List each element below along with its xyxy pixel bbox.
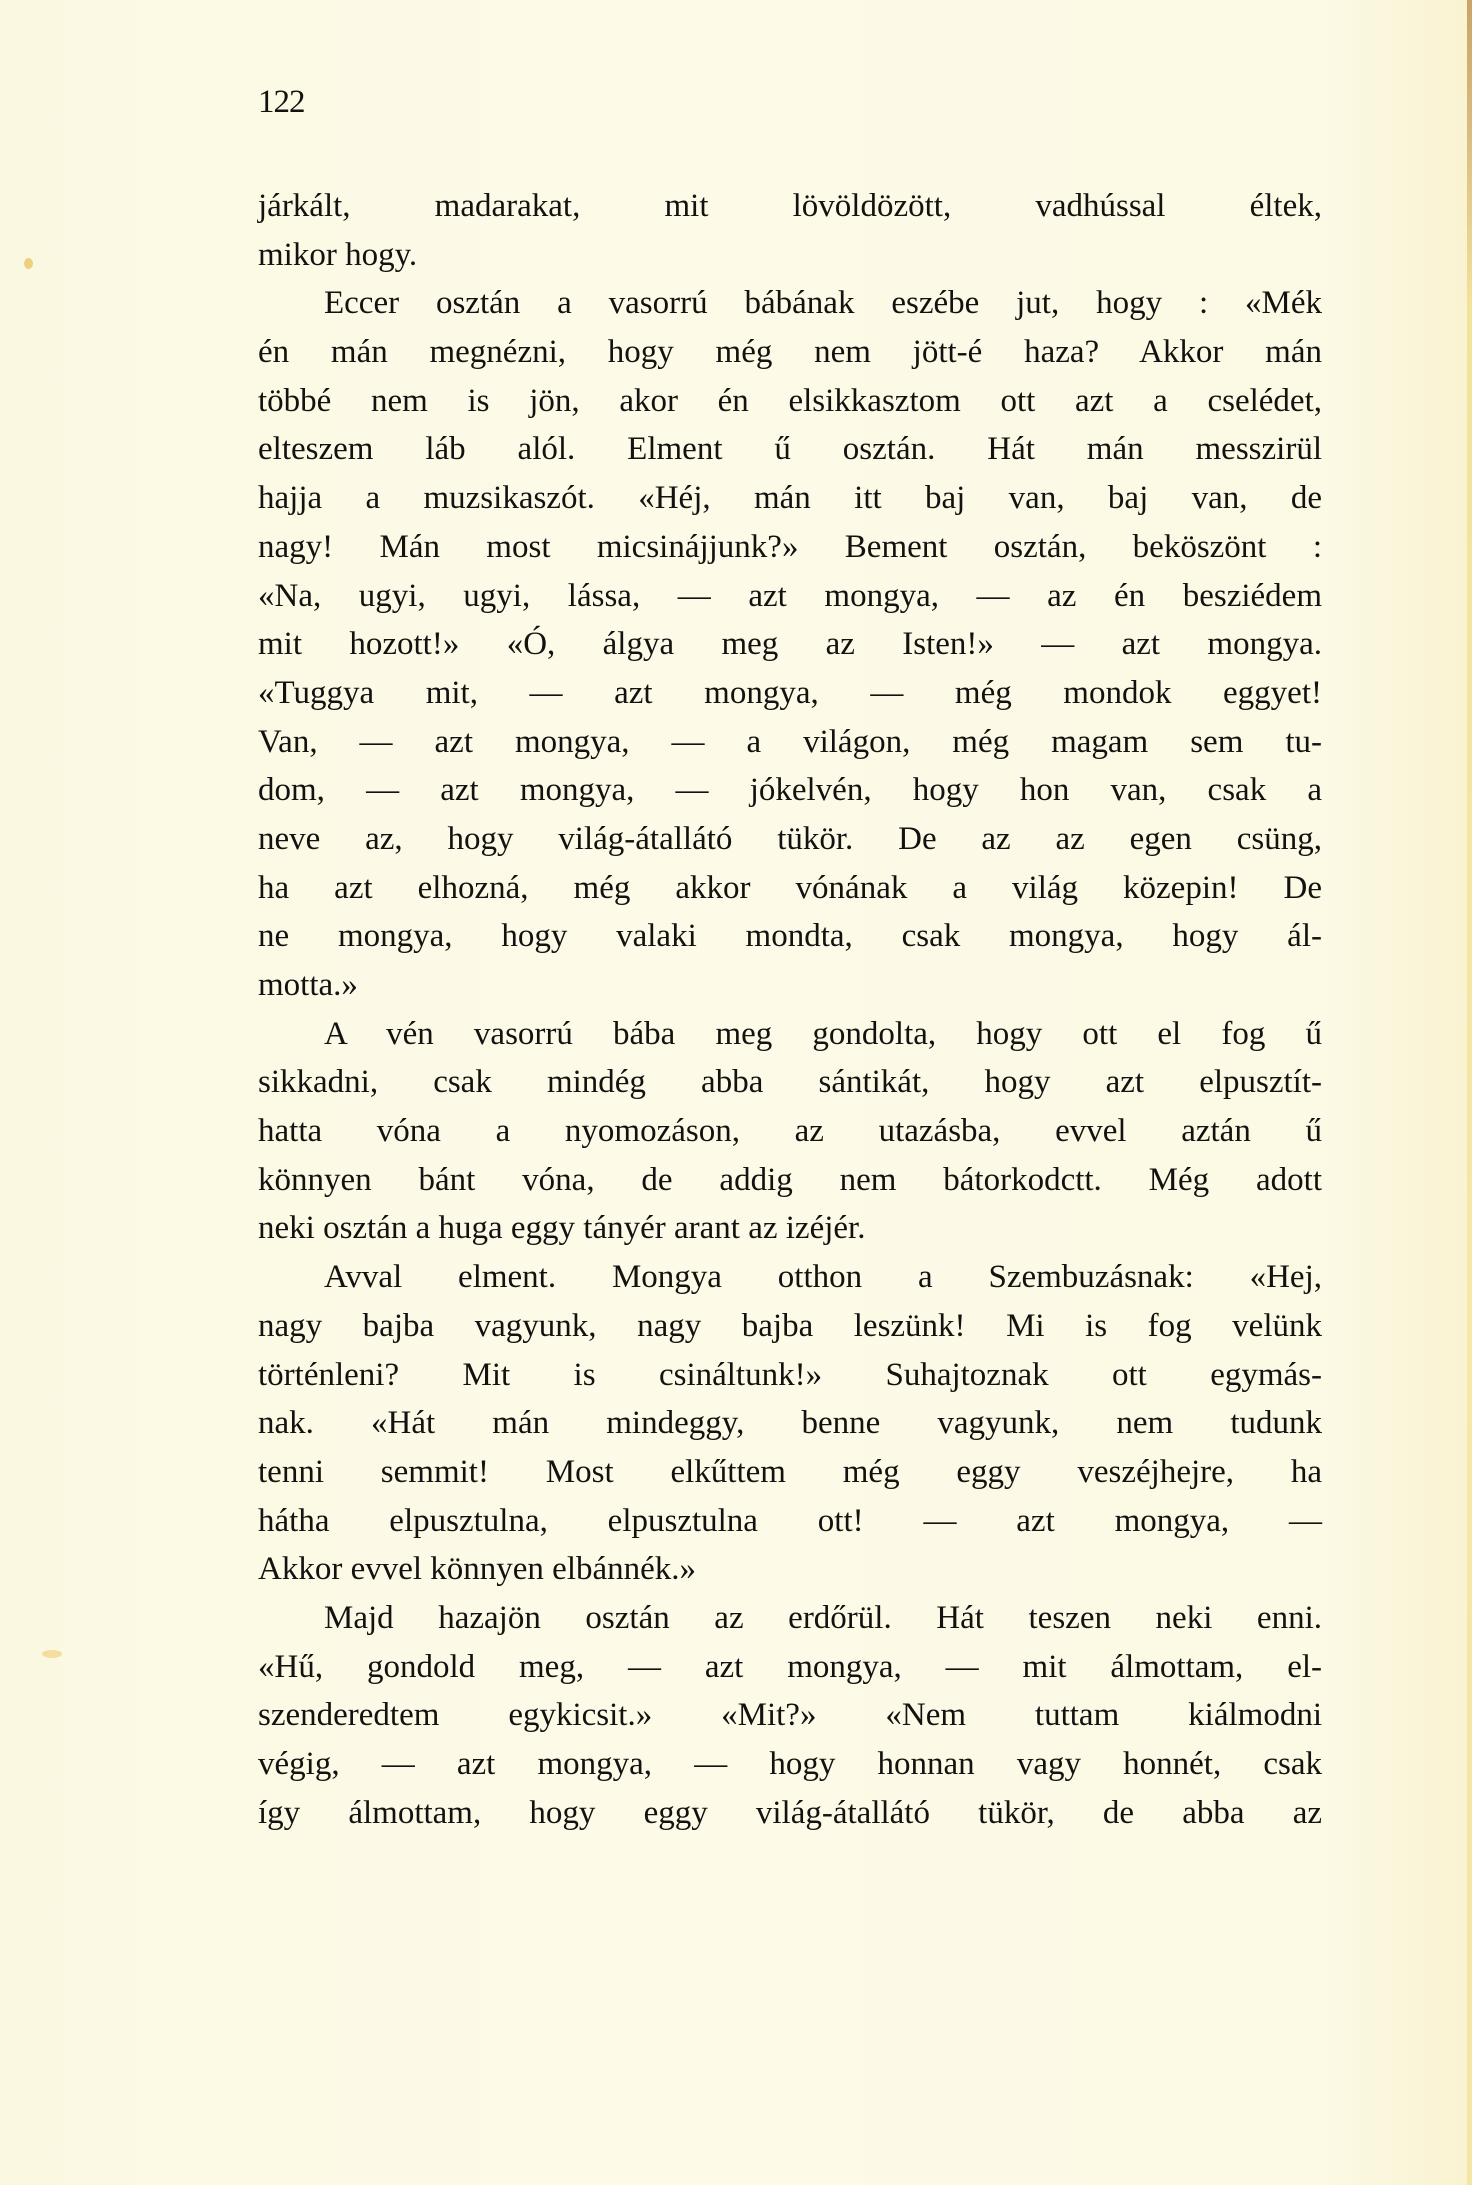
text-line: motta.» [258, 967, 358, 1003]
text-line: tenni semmit! Most elkűttem még eggy veszéjhejre, ha [258, 1453, 1322, 1490]
text-line: neve az, hogy világ-átallátó tükör. De az az egen csüng, [258, 820, 1322, 857]
text-line: könnyen bánt vóna, de addig nem bátorkodctt. Még adott [258, 1161, 1322, 1198]
paragraph [258, 182, 1322, 279]
paragraph [258, 1010, 1322, 1253]
text-line: én mán megnézni, hogy még nem jött-é haza? Akkor mán [258, 334, 1322, 371]
text-line: történleni? Mit is csináltunk!» Suhajtoznak ott egymás- [258, 1356, 1322, 1393]
page-number: 122 [258, 84, 305, 120]
paragraph [258, 1253, 1322, 1594]
text-line: Van, — azt mongya, — a világon, még magam sem tu- [258, 723, 1322, 760]
text-line: ha azt elhozná, még akkor vónának a világ közepin! De [258, 869, 1322, 906]
paper-speck [24, 258, 33, 269]
text-line: Majd hazajön osztán az erdőrül. Hát teszen neki enni. [324, 1599, 1322, 1636]
text-line: így álmottam, hogy eggy világ-átallátó tükör, de abba az [258, 1794, 1322, 1831]
text-line: «Hű, gondold meg, — azt mongya, — mit álmottam, el- [258, 1648, 1322, 1685]
text-line: dom, — azt mongya, — jókelvén, hogy hon van, csak a [258, 772, 1322, 809]
text-line: «Na, ugyi, ugyi, lássa, — azt mongya, — az én besziédem [258, 577, 1322, 614]
paragraph [258, 279, 1322, 1009]
text-line: mikor hogy. [258, 236, 418, 273]
page-edge [1467, 0, 1472, 2185]
text-line: nagy bajba vagyunk, nagy bajba leszünk! Mi is fog velünk [258, 1307, 1322, 1344]
text-line: ne mongya, hogy valaki mondta, csak mongya, hogy ál- [258, 918, 1322, 955]
text-line: szenderedtem egykicsit.» «Mit?» «Nem tuttam kiálmodni [258, 1697, 1322, 1734]
text-line: nak. «Hát mán mindeggy, benne vagyunk, nem tudunk [258, 1405, 1322, 1442]
text-line: «Tuggya mit, — azt mongya, — még mondok eggyet! [258, 674, 1322, 711]
text-line: többé nem is jön, akor én elsikkasztom ott azt a cselédet, [258, 382, 1322, 419]
text-line: A vén vasorrú bába meg gondolta, hogy ott el fog ű [324, 1015, 1322, 1052]
text-line: Avval elment. Mongya otthon a Szembuzásnak: «Hej, [324, 1259, 1322, 1296]
text-line: mit hozott!» «Ó, álgya meg az Isten!» — azt mongya. [258, 626, 1322, 663]
text-line: járkált, madarakat, mit lövöldözött, vadhússal éltek, [258, 188, 1322, 224]
text-line: elteszem láb alól. Elment ű osztán. Hát mán messzirül [258, 431, 1322, 468]
text-line: neki osztán a huga eggy tányér arant az izéjér. [258, 1210, 866, 1247]
text-line: Akkor evvel könnyen elbánnék.» [258, 1551, 697, 1588]
text-line: hátha elpusztulna, elpusztulna ott! — azt mongya, — [258, 1502, 1322, 1539]
text-line: végig, — azt mongya, — hogy honnan vagy honnét, csak [258, 1746, 1322, 1782]
text-line: hatta vóna a nyomozáson, az utazásba, evvel aztán ű [258, 1113, 1322, 1150]
text-line: Eccer osztán a vasorrú bábának eszébe jut, hogy : «Mék [324, 285, 1322, 322]
body-text [258, 182, 1322, 1837]
paragraph [258, 1594, 1322, 1837]
text-line: sikkadni, csak mindég abba sántikát, hogy azt elpusztít- [258, 1064, 1322, 1101]
text-line: nagy! Mán most micsinájjunk?» Bement osztán, beköszönt : [258, 528, 1322, 565]
text-line: hajja a muzsikaszót. «Héj, mán itt baj van, baj van, de [258, 480, 1322, 517]
paper-speck [42, 1650, 62, 1658]
